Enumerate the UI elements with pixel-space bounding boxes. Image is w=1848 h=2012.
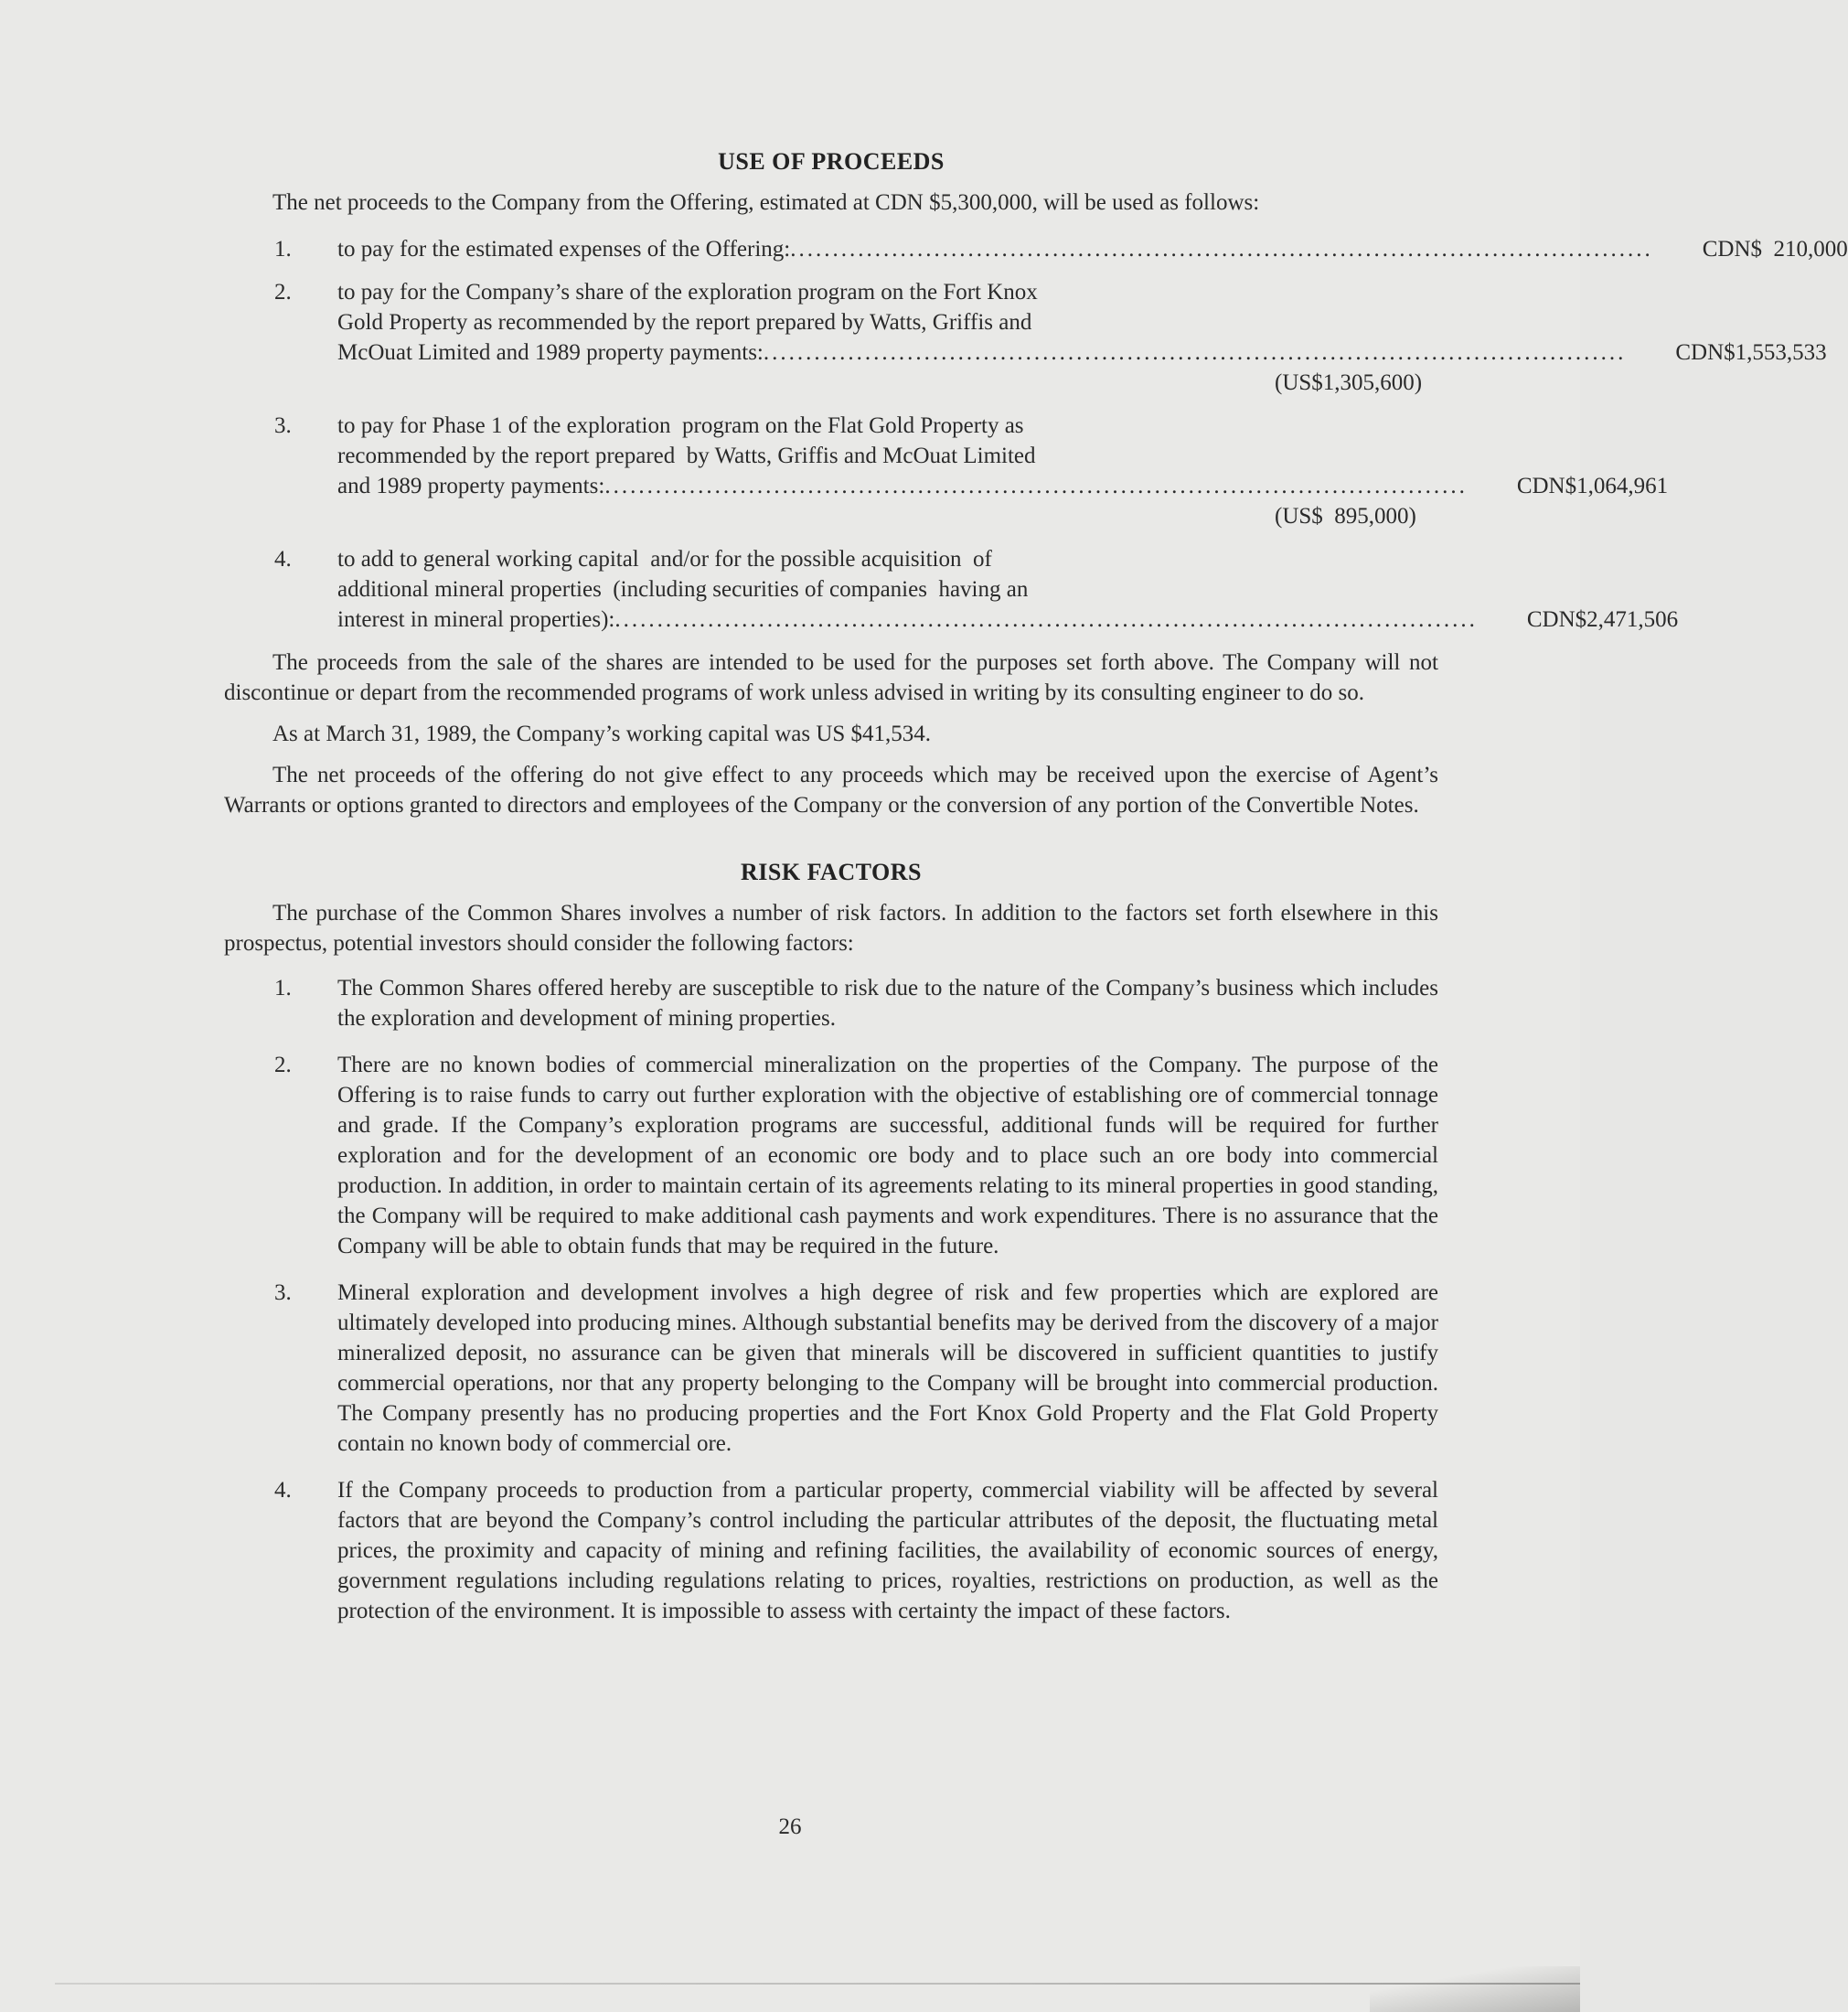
proceeds-item-label: to pay for the estimated expenses of the Offering: (337, 237, 791, 262)
risk-item-number: 4. (274, 1478, 292, 1503)
proceeds-item-line (337, 234, 1848, 264)
risk-item-text: The Common Shares offered hereby are susceptible to risk due to the nature of the Company’s business which includes the exploration and development of mining properties. (337, 976, 1438, 1031)
proceeds-item-line: recommended by the report prepared by Watts, Griffis and McOuat Limited (337, 444, 1036, 468)
risk-item-number: 3. (274, 1280, 292, 1305)
proceeds-item-line (337, 471, 1669, 501)
risk-item-2 (224, 1050, 1438, 1261)
proceeds-item-label: interest in mineral properties): (337, 607, 615, 632)
risk-item-number: 1. (274, 976, 292, 1001)
proceeds-item-amount: CDN$2,471,506 (1526, 607, 1679, 632)
risk-item-3 (224, 1278, 1438, 1459)
proceeds-item-number: 1. (274, 237, 292, 262)
proceeds-item-2 (224, 277, 1827, 398)
proceeds-item-number: 3. (274, 413, 292, 438)
proceeds-item-line: to pay for the Company’s share of the exploration program on the Fort Knox (337, 280, 1038, 305)
proceeds-item-amount: CDN$1,553,533 (1675, 340, 1827, 365)
risk-item-text: Mineral exploration and development involves a high degree of risk and few properties which are explored are ultimately developed into producing mines. Although substantial benefits may be derived from the discovery of a major mineralized deposit, no assurance can be given that minerals will be discovered in sufficient quantities to justify commercial operations, nor that any property belonging to the Company will be brought into commercial production. The Company presently has no producing properties and the Fort Knox Gold Property and the Flat Gold Property contain no known body of commercial ore. (337, 1280, 1438, 1456)
proceeds-item-number: 2. (274, 280, 292, 305)
proceeds-paragraph: The proceeds from the sale of the shares are intended to be used for the purposes set forth above. The Company will not discontinue or depart from the recommended programs of work unless advised in writing by its consulting engineer to do so. (224, 650, 1438, 705)
use-of-proceeds-intro: The net proceeds to the Company from the Offering, estimated at CDN $5,300,000, will be used as follows: (272, 190, 1260, 215)
risk-factors-intro: The purchase of the Common Shares involves a number of risk factors. In addition to the factors set forth elsewhere in this prospectus, potential investors should consider the following factors: (224, 901, 1438, 956)
page-content (224, 146, 1848, 1643)
scan-corner-shadow (1370, 1966, 1580, 2012)
proceeds-paragraph: The net proceeds of the offering do not give effect to any proceeds which may be received upon the exercise of Agent’s Warrants or options granted to directors and employees of the Company or the conversion of any portion of the Convertible Notes. (224, 763, 1438, 818)
proceeds-item-line: to pay for Phase 1 of the exploration program on the Flat Gold Property as (337, 413, 1024, 438)
risk-item-number: 2. (274, 1053, 292, 1077)
risk-item-text: There are no known bodies of commercial mineralization on the properties of the Company. The purpose of the Offering is to raise funds to carry out further exploration with the objective of establishing ore of commercial tonnage and grade. If the Company’s exploration programs are successful, additional funds will be required for further exploration and for the development of an economic ore body and to place such an ore body into commercial production. In addition, in order to maintain certain of its agreements relating to its mineral properties in good standing, the Company will be required to make additional cash payments and work expenditures. There is no assurance that the Company will be able to obtain funds that may be required in the future. (337, 1053, 1438, 1258)
scan-edge-line (55, 1983, 1580, 1985)
proceeds-list (224, 234, 1848, 635)
proceeds-item-line: to add to general working capital and/or for the possible acquisition of (337, 547, 992, 572)
proceeds-item-label: McOuat Limited and 1989 property payments: (337, 340, 764, 365)
proceeds-item-line: additional mineral properties (including securities of companies having an (337, 577, 1029, 602)
proceeds-item-number: 4. (274, 547, 292, 572)
dot-leader: ...................................................................................................... (763, 340, 1627, 365)
use-of-proceeds-heading: USE OF PROCEEDS (718, 148, 945, 175)
proceeds-item-1 (224, 234, 1848, 264)
risk-factors-list (224, 973, 1438, 1626)
proceeds-item-amount: CDN$ 210,000 (1702, 237, 1848, 262)
proceeds-item-line (337, 337, 1827, 368)
page-number: 26 (778, 1814, 802, 1839)
proceeds-item-4 (224, 544, 1679, 635)
proceeds-paragraph: As at March 31, 1989, the Company’s working capital was US $41,534. (272, 722, 932, 746)
proceeds-item-us-amount: (US$ 895,000) (1275, 504, 1416, 529)
proceeds-item-3 (224, 411, 1669, 531)
risk-item-text: If the Company proceeds to production from a particular property, commercial viability will be affected by several factors that are beyond the Company’s control including the particular attributes of the deposit, the fluctuating metal prices, the proximity and capacity of mining and refining facilities, the availability of economic sources of energy, government regulations including regulations relating to prices, royalties, restrictions on production, as well as the protection of the environment. It is impossible to assess with certainty the impact of these factors. (337, 1478, 1438, 1623)
risk-factors-heading: RISK FACTORS (741, 859, 922, 885)
risk-item-1 (224, 973, 1438, 1033)
proceeds-item-label: and 1989 property payments: (337, 474, 605, 498)
proceeds-item-us-amount: (US$1,305,600) (1275, 370, 1423, 395)
proceeds-item-line: Gold Property as recommended by the report prepared by Watts, Griffis and (337, 310, 1032, 335)
dot-leader: ...................................................................................................... (790, 237, 1653, 262)
dot-leader: ...................................................................................................... (614, 607, 1478, 632)
proceeds-item-amount: CDN$1,064,961 (1516, 474, 1669, 498)
dot-leader: ...................................................................................................... (604, 474, 1468, 498)
proceeds-item-line (337, 605, 1679, 635)
risk-item-4 (224, 1475, 1438, 1626)
